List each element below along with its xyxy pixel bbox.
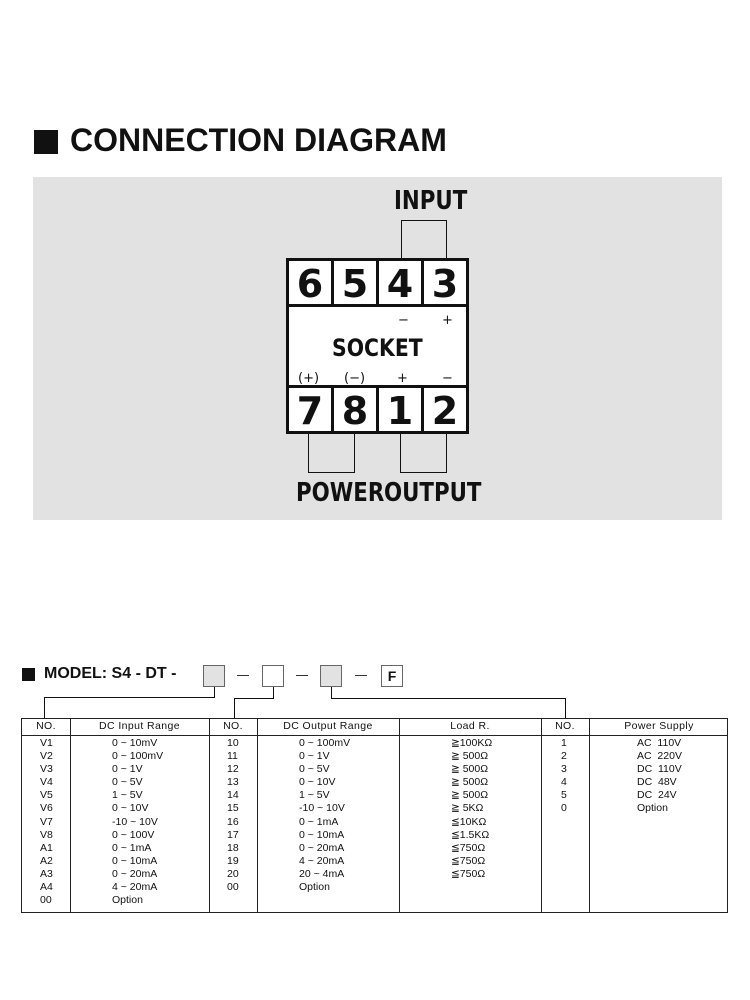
col-divider xyxy=(257,719,258,912)
table-cell: ≦750Ω xyxy=(451,867,486,880)
table-cell: 5 xyxy=(561,789,567,802)
header-output-no: NO. xyxy=(223,720,243,732)
leader-input-stub xyxy=(214,687,215,697)
input-label: INPUT xyxy=(394,186,468,216)
column-input-no xyxy=(40,737,53,907)
table-cell: ≦1.5KΩ xyxy=(451,828,490,841)
table-cell: ≧ 500Ω xyxy=(451,763,489,776)
terminal-5: 5 xyxy=(334,261,379,306)
table-cell: 1 ~ 5V xyxy=(112,789,143,802)
dash-3 xyxy=(355,675,367,676)
column-dc-input-range xyxy=(112,737,163,907)
col-divider xyxy=(541,719,542,912)
leader-output xyxy=(234,698,274,719)
table-cell: 20 ~ 4mA xyxy=(299,867,345,880)
socket-block xyxy=(286,258,469,434)
table-cell: 0 ~ 100mV xyxy=(112,750,164,763)
table-cell: AC 220V xyxy=(637,750,682,763)
table-cell: ≧100KΩ xyxy=(451,737,493,749)
col-divider xyxy=(209,719,210,912)
table-cell: ≧ 5KΩ xyxy=(451,802,484,815)
table-cell: 15 xyxy=(227,802,239,815)
table-cell: ≧ 500Ω xyxy=(451,789,489,802)
table-cell: 0 ~ 100mV xyxy=(299,737,351,749)
terminal-7: 7 xyxy=(289,388,334,433)
table-cell: ≦750Ω xyxy=(451,854,486,867)
dash-2 xyxy=(296,675,308,676)
col-divider xyxy=(589,719,590,912)
table-cell: 0 ~ 1mA xyxy=(299,815,339,828)
table-cell: 4 ~ 20mA xyxy=(112,881,158,894)
terminal-8: 8 xyxy=(334,388,379,433)
table-cell: A2 xyxy=(40,854,53,867)
header-power-no: NO. xyxy=(555,720,575,732)
table-cell: Option xyxy=(637,802,668,815)
table-cell: 13 xyxy=(227,776,239,789)
table-cell: 2 xyxy=(561,750,567,763)
column-output-no xyxy=(227,737,239,894)
header-load-r: Load R. xyxy=(450,720,490,732)
table-cell: 20 xyxy=(227,867,239,880)
leader-output-stub xyxy=(273,687,274,698)
table-cell: V3 xyxy=(40,763,53,776)
table-cell: 16 xyxy=(227,815,239,828)
column-dc-output-range xyxy=(299,737,350,894)
table-cell: 4 ~ 20mA xyxy=(299,854,345,867)
table-cell: V7 xyxy=(40,815,53,828)
table-cell: AC 110V xyxy=(637,737,682,749)
table-header-divider xyxy=(22,735,727,736)
column-load-r xyxy=(451,737,492,881)
input-code-slot xyxy=(203,665,225,687)
table-cell: 11 xyxy=(227,750,238,763)
table-cell: 0 ~ 20mA xyxy=(112,867,158,880)
table-cell: 19 xyxy=(227,854,239,867)
table-cell: 10 xyxy=(227,737,239,749)
polarity-minus-8: (−) xyxy=(344,371,366,386)
table-cell: 0 ~ 100V xyxy=(112,828,155,841)
table-cell: 0 ~ 10V xyxy=(112,802,149,815)
output-label: OUTPUT xyxy=(384,478,482,508)
table-cell: ≦10KΩ xyxy=(451,815,487,828)
heading-square-icon xyxy=(34,130,58,154)
terminal-2: 2 xyxy=(431,388,459,433)
power-wire xyxy=(308,434,355,473)
table-cell: 1 ~ 5V xyxy=(299,789,330,802)
table-cell: A1 xyxy=(40,841,53,854)
table-cell: 0 ~ 1V xyxy=(112,763,143,776)
table-cell: V8 xyxy=(40,828,53,841)
leader-power-stub xyxy=(331,687,332,698)
output-code-slot xyxy=(262,665,284,687)
terminal-6: 6 xyxy=(289,261,334,306)
table-cell: A4 xyxy=(40,881,53,894)
table-cell: ≦750Ω xyxy=(451,841,486,854)
leader-power xyxy=(331,698,566,719)
leader-input xyxy=(44,697,215,719)
table-cell: 0 ~ 10mA xyxy=(112,854,158,867)
terminal-1: 1 xyxy=(379,388,424,433)
model-code: MODEL: S4 - DT - xyxy=(44,665,177,682)
polarity-plus-3: + xyxy=(442,313,453,328)
table-cell: V6 xyxy=(40,802,53,815)
model-spec-table xyxy=(21,718,728,913)
power-code-slot xyxy=(320,665,342,687)
fixed-code-letter: F xyxy=(387,668,397,684)
model-square-icon xyxy=(22,668,35,681)
table-cell: 0 ~ 1mA xyxy=(112,841,152,854)
header-power-supply: Power Supply xyxy=(624,720,694,732)
terminal-4: 4 xyxy=(379,261,424,306)
table-cell: 4 xyxy=(561,776,567,789)
power-label: POWER xyxy=(296,478,385,508)
table-cell: 0 ~ 5V xyxy=(299,763,330,776)
table-cell: A3 xyxy=(40,867,53,880)
table-cell: ≧ 500Ω xyxy=(451,750,489,763)
table-cell: 0 ~ 10V xyxy=(299,776,336,789)
table-cell: V4 xyxy=(40,776,53,789)
column-power-supply xyxy=(637,737,682,816)
table-cell: DC 110V xyxy=(637,763,682,776)
table-cell: 0 xyxy=(561,802,567,815)
table-cell: V2 xyxy=(40,750,53,763)
table-cell: 0 ~ 20mA xyxy=(299,841,345,854)
table-cell: 12 xyxy=(227,763,239,776)
table-cell: V1 xyxy=(40,737,53,749)
header-dc-output-range: DC Output Range xyxy=(283,720,373,732)
table-cell: -10 ~ 10V xyxy=(299,802,345,815)
table-cell: 14 xyxy=(227,789,239,802)
table-cell: ≧ 500Ω xyxy=(451,776,489,789)
table-cell: 1 xyxy=(561,737,567,749)
polarity-plus-1: + xyxy=(397,371,408,386)
table-cell: 0 ~ 5V xyxy=(112,776,143,789)
table-cell: 17 xyxy=(227,828,239,841)
divider-top xyxy=(289,304,466,307)
table-cell: DC 24V xyxy=(637,789,677,802)
output-wire xyxy=(400,434,447,473)
table-cell: 00 xyxy=(227,881,239,894)
table-cell: V5 xyxy=(40,789,53,802)
col-divider xyxy=(399,719,400,912)
table-cell: -10 ~ 10V xyxy=(112,815,158,828)
table-cell: 18 xyxy=(227,841,239,854)
input-wire xyxy=(401,220,447,259)
polarity-minus-4: − xyxy=(398,313,409,328)
table-cell: 0 ~ 1V xyxy=(299,750,330,763)
table-cell: 0 ~ 10mA xyxy=(299,828,345,841)
socket-label: SOCKET xyxy=(332,334,423,362)
table-cell: 00 xyxy=(40,894,52,907)
table-cell: Option xyxy=(112,894,143,907)
table-cell: DC 48V xyxy=(637,776,677,789)
table-cell: Option xyxy=(299,881,330,894)
terminal-3: 3 xyxy=(431,261,459,306)
page-title: CONNECTION DIAGRAM xyxy=(70,122,447,158)
column-power-no xyxy=(561,737,567,816)
header-dc-input-range: DC Input Range xyxy=(99,720,180,732)
dash-1 xyxy=(237,675,249,676)
polarity-plus-7: (+) xyxy=(298,371,320,386)
col-divider xyxy=(70,719,71,912)
polarity-minus-2: − xyxy=(442,371,453,386)
table-cell: 3 xyxy=(561,763,567,776)
table-cell: 0 ~ 10mV xyxy=(112,737,158,749)
header-input-no: NO. xyxy=(36,720,56,732)
